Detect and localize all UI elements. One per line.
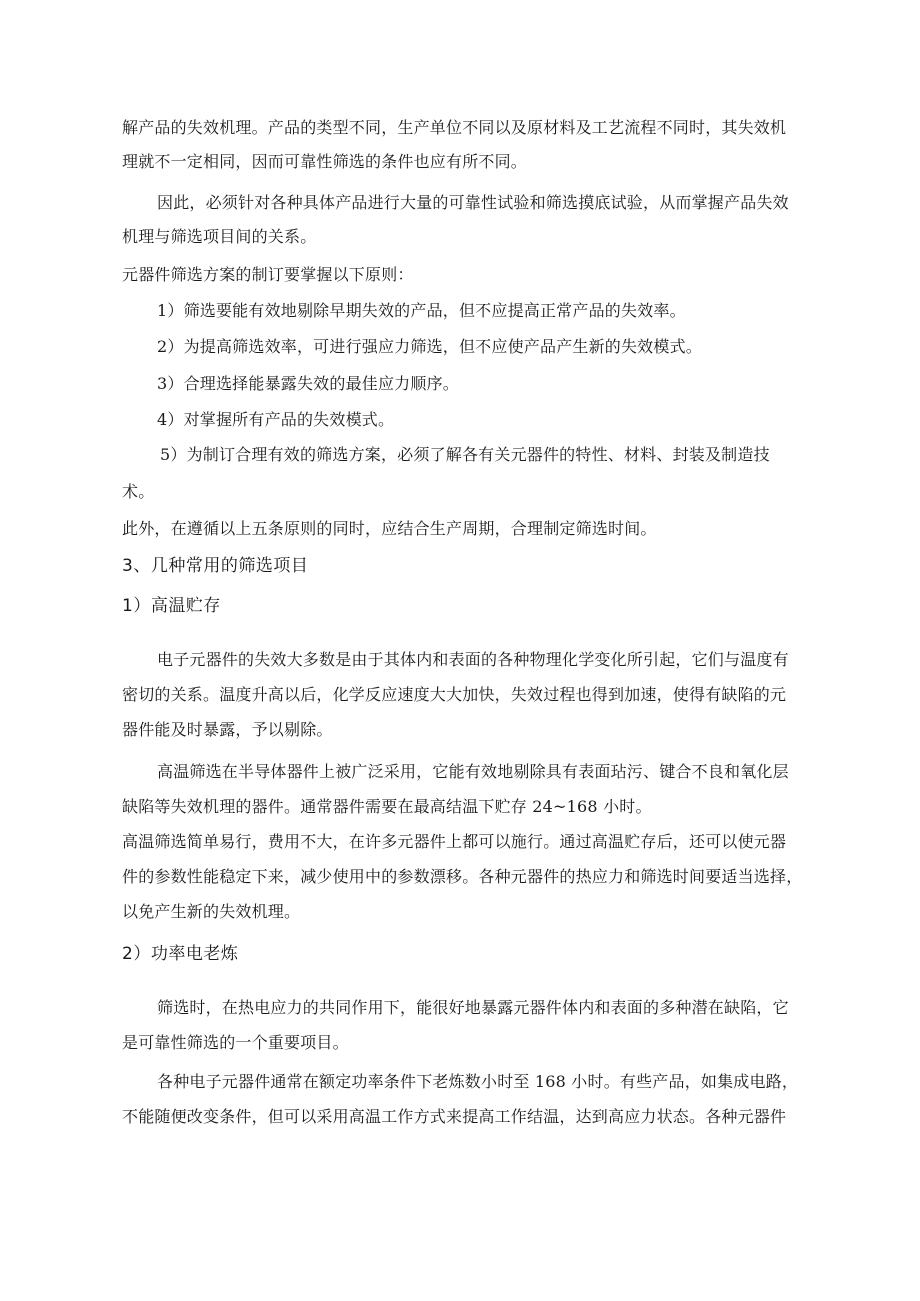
paragraph-line: 元器件筛选方案的制订要掌握以下原则： [122,265,414,284]
paragraph-line: 筛选时，在热电应力的共同作用下，能很好地暴露元器件体内和表面的多种潜在缺陷，它 [157,998,789,1017]
list-item-principle-1: 1）筛选要能有效地剔除早期失效的产品，但不应提高正常产品的失效率。 [157,301,686,320]
paragraph-line: 各种电子元器件通常在额定功率条件下老炼数小时至 168 小时。有些产品，如集成电路， [157,1072,799,1091]
list-item-principle-2: 2）为提高筛选效率，可进行强应力筛选，但不应使产品产生新的失效模式。 [157,337,702,356]
paragraph-line: 高温筛选简单易行，费用不大，在许多元器件上都可以施行。通过高温贮存后，还可以使元器 [122,832,787,851]
paragraph-line: 理就不一定相同，因而可靠性筛选的条件也应有所不同。 [122,152,528,171]
subsection-heading-power-burn-in: 2）功率电老炼 [122,944,239,964]
paragraph-line: 密切的关系。温度升高以后，化学反应速度大大加快，失效过程也得到加速，使得有缺陷的元 [122,685,787,704]
list-item-principle-5: 5）为制订合理有效的筛选方案，必须了解各有关元器件的特性、材料、封装及制造技 [160,445,770,464]
paragraph-line: 缺陷等失效机理的器件。通常器件需要在最高结温下贮存 24~168 小时。 [122,797,652,816]
paragraph-line: 解产品的失效机理。产品的类型不同，生产单位不同以及原材料及工艺流程不同时，其失效机 [122,118,787,137]
paragraph-line: 机理与筛选项目间的关系。 [122,227,317,246]
list-item-principle-4: 4）对掌握所有产品的失效模式。 [157,410,395,429]
paragraph-line: 电子元器件的失效大多数是由于其体内和表面的各种物理化学变化所引起，它们与温度有 [157,650,789,669]
list-item-principle-3: 3）合理选择能暴露失效的最佳应力顺序。 [157,374,459,393]
paragraph-line: 高温筛选在半导体器件上被广泛采用，它能有效地剔除具有表面玷污、键合不良和氧化层 [157,762,789,781]
section-heading: 3、几种常用的筛选项目 [122,556,309,576]
paragraph-line: 器件能及时暴露，予以剔除。 [122,720,333,739]
paragraph-line: 是可靠性筛选的一个重要项目。 [122,1033,349,1052]
paragraph-line: 件的参数性能稳定下来，减少使用中的参数漂移。各种元器件的热应力和筛选时间要适当选择， [122,867,803,886]
paragraph-line: 以免产生新的失效机理。 [122,902,301,921]
paragraph-line: 术。 [122,482,155,501]
paragraph-line: 此外，在遵循以上五条原则的同时，应结合生产周期，合理制定筛选时间。 [122,519,657,538]
subsection-heading-high-temp-storage: 1）高温贮存 [122,596,221,616]
paragraph-line: 不能随便改变条件，但可以采用高温工作方式来提高工作结温，达到高应力状态。各种元器件 [122,1107,787,1126]
paragraph-line: 因此，必须针对各种具体产品进行大量的可靠性试验和筛选摸底试验，从而掌握产品失效 [157,193,789,212]
